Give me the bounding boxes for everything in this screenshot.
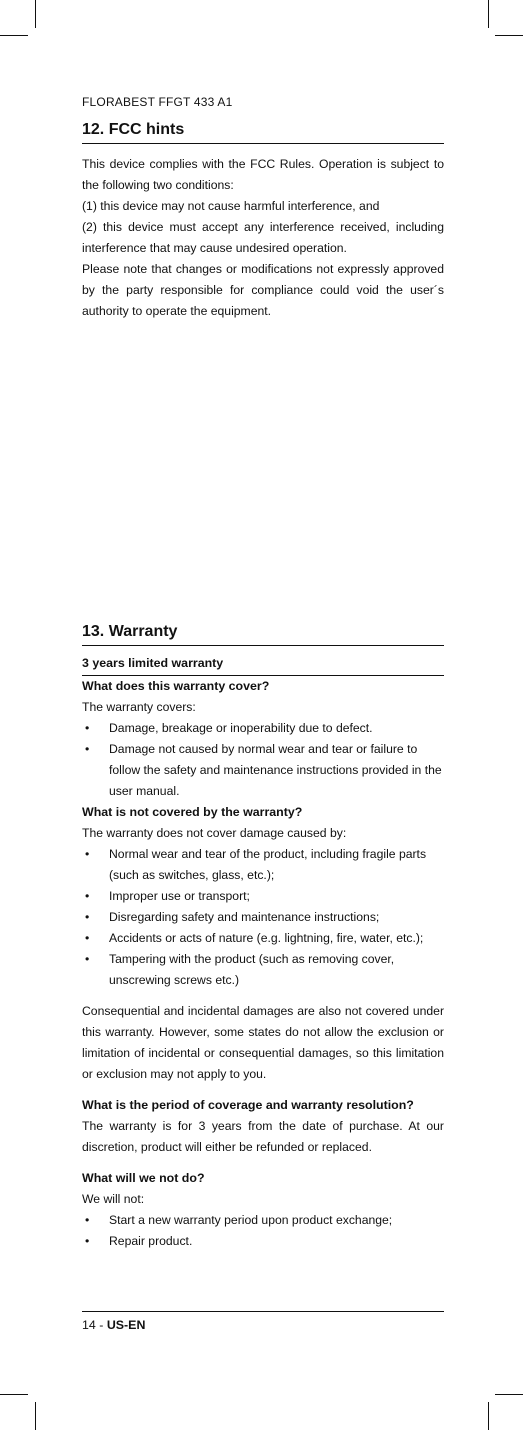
crop-mark (0, 1394, 28, 1395)
bullet-icon: • (85, 721, 90, 735)
cover-intro: The warranty covers: (82, 700, 196, 714)
language-code: US-EN (106, 1318, 146, 1332)
fcc-paragraph: (1) this device may not cause harmful interference, and (82, 199, 380, 213)
footer-separator: - (99, 1318, 104, 1332)
not-do-heading: What will we not do? (82, 1171, 205, 1185)
list-item: • Disregarding safety and maintenance instructions; (82, 907, 444, 928)
bullet-icon: • (85, 889, 90, 903)
list-item: • Normal wear and tear of the product, including fragile parts (such as switches, glass, etc.); (82, 844, 444, 886)
crop-mark (35, 0, 36, 28)
running-head: FLORABEST FFGT 433 A1 (82, 95, 233, 109)
bullet-icon: • (85, 952, 90, 966)
fcc-paragraph: Please note that changes or modifications not expressly approved by the party responsible for compliance could void the user´s authority to operate the equipment. (82, 262, 444, 318)
list-item: • Repair product. (82, 1231, 444, 1252)
page-number: 14 (82, 1318, 96, 1332)
bullet-icon: • (85, 1213, 90, 1227)
not-covered-list (82, 844, 444, 991)
period-text: The warranty is for 3 years from the date of purchase. At our discretion, product will either be refunded or replaced. (82, 1119, 444, 1154)
list-item: • Accidents or acts of nature (e.g. lightning, fire, water, etc.); (82, 928, 444, 949)
not-covered-intro: The warranty does not cover damage caused by: (82, 826, 347, 840)
bullet-icon: • (85, 847, 90, 861)
warranty-title: 13. Warranty (82, 622, 444, 646)
bullet-icon: • (85, 910, 90, 924)
page-footer (82, 1311, 444, 1334)
fcc-section (82, 120, 444, 322)
bullet-icon: • (85, 931, 90, 945)
cover-heading: What does this warranty cover? (82, 679, 270, 693)
fcc-paragraph: (2) this device must accept any interference received, including interference that may cause undesired operation. (82, 220, 444, 255)
not-covered-heading: What is not covered by the warranty? (82, 805, 303, 819)
consequential-paragraph: Consequential and incidental damages are also not covered under this warranty. However, some states do not allow the exclusion or limitation of incidental or consequential damages, so this limitation or exclusion may not apply to you. (82, 1004, 444, 1081)
list-item: • Tampering with the product (such as removing cover, unscrewing screws etc.) (82, 949, 444, 991)
not-do-intro: We will not: (82, 1192, 145, 1206)
crop-mark (0, 35, 28, 36)
limited-warranty-heading: 3 years limited warranty (82, 653, 444, 676)
list-item: • Improper use or transport; (82, 886, 444, 907)
cover-list (82, 718, 444, 802)
crop-mark (488, 1402, 489, 1430)
fcc-title: 12. FCC hints (82, 120, 444, 144)
list-item: • Damage, breakage or inoperability due to defect. (82, 718, 444, 739)
list-item: • Start a new warranty period upon product exchange; (82, 1210, 444, 1231)
period-heading: What is the period of coverage and warranty resolution? (82, 1098, 414, 1112)
bullet-icon: • (85, 742, 90, 756)
crop-mark (495, 1394, 523, 1395)
bullet-icon: • (85, 1234, 90, 1248)
crop-mark (35, 1402, 36, 1430)
list-item: • Damage not caused by normal wear and tear or failure to follow the safety and maintenance instructions provided in the user manual. (82, 739, 444, 802)
crop-mark (488, 0, 489, 28)
crop-mark (495, 35, 523, 36)
not-do-list (82, 1210, 444, 1252)
fcc-paragraph: This device complies with the FCC Rules. Operation is subject to the following two conditions: (82, 157, 444, 192)
warranty-section (82, 622, 444, 1252)
